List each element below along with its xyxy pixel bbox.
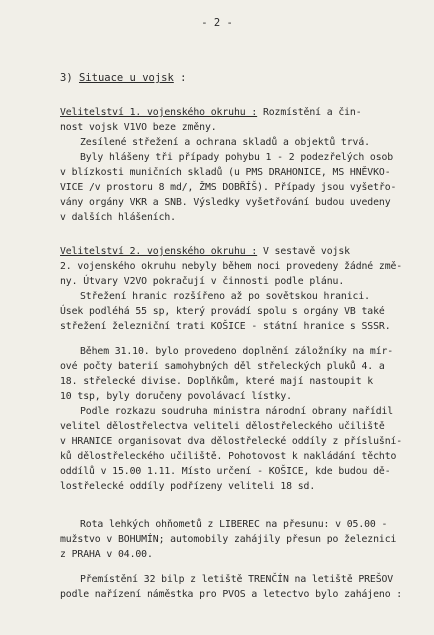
block2-line: podle nařízení náměstka pro PVOS a letectvo bylo zahájeno : xyxy=(60,589,403,600)
block2-line: ové počty baterií samohybných děl střeleckých pluků 4. a xyxy=(60,361,385,372)
block2-line: ků dělostřeleckého učiliště. Pohotovost k nakládání těchto xyxy=(60,451,397,462)
block1-line: v dalších hlášeních. xyxy=(60,212,176,223)
block2-heading: Velitelství 2. vojenského okruhu : xyxy=(60,246,258,257)
block1-line-text: Rozmístění a čin- xyxy=(257,107,362,118)
block1-line: vány orgány VKR a SNB. Výsledky vyšetřování budou uvedeny xyxy=(60,197,391,208)
block1-line: v blízkosti muničních skladů (u PMS DRAHONICE, MS HNĚVKO- xyxy=(60,167,391,178)
block2-line-text: V sestavě vojsk xyxy=(257,246,350,257)
block1-line xyxy=(60,107,362,118)
block1-line: nost vojsk V1VO beze změny. xyxy=(60,122,217,133)
block2-line: Úsek podléhá 55 sp, který provádí spolu s orgány VB také xyxy=(60,306,385,317)
block2-line: Rota lehkých ohňometů z LIBEREC na přesunu: v 05.00 - xyxy=(80,519,388,530)
section-title: Situace u vojsk xyxy=(78,72,174,84)
block1-line: Zesílené střežení a ochrana skladů a objektů trvá. xyxy=(80,137,370,148)
block2-line: oddílů v 15.00 1.11. Místo určení - KOŠICE, kde budou dě- xyxy=(60,466,391,477)
block1-line: Byly hlášeny tři případy pohybu 1 - 2 podezřelých osob xyxy=(80,152,394,163)
block2-line: ny. Útvary V2VO pokračují v činnosti podle plánu. xyxy=(60,276,345,287)
block2-line: Podle rozkazu soudruha ministra národní obrany nařídil xyxy=(80,406,394,417)
block2-line: 18. střelecké divise. Doplňkům, které mají nastoupit k xyxy=(60,376,374,387)
block2-line: v HRANICE organisovat dva dělostřelecké oddíly z příslušní- xyxy=(60,436,403,447)
block2-line: mužstvo v BOHUMÍN; automobily zahájily přesun po železnici xyxy=(60,534,397,545)
block2-line: lostřelecké oddíly podřízeny veliteli 18 sd. xyxy=(60,481,316,492)
block2-line: Během 31.10. bylo provedeno doplnění záložníky na mír- xyxy=(80,346,394,357)
section-colon: : xyxy=(180,72,187,84)
block1-line: VICE /v prostoru 8 md/, ŽMS DOBŘÍŠ). Případy jsou vyšetřo- xyxy=(60,182,397,193)
block2-line: Přemístění 32 bilp z letiště TRENČÍN na letiště PREŠOV xyxy=(80,574,394,585)
section-heading xyxy=(60,72,186,84)
block2-line: střežení železniční trati KOŠICE - státní hranice s SSSR. xyxy=(60,321,391,332)
block1-heading: Velitelství 1. vojenského okruhu : xyxy=(60,107,258,118)
block2-line: z PRAHA v 04.00. xyxy=(60,549,153,560)
block2-line: 2. vojenského okruhu nebyly během noci provedeny žádné změ- xyxy=(60,261,403,272)
page-number: - 2 - xyxy=(201,17,233,29)
block2-line xyxy=(60,246,350,257)
section-number: 3) xyxy=(60,72,73,84)
block2-line: velitel dělostřelectva veliteli dělostřeleckého učiliště xyxy=(60,421,385,432)
block2-line: 10 tsp, byly doručeny povolávací lístky. xyxy=(60,391,292,402)
block2-line: Střežení hranic rozšířeno až po sovětskou hranici. xyxy=(80,291,370,302)
